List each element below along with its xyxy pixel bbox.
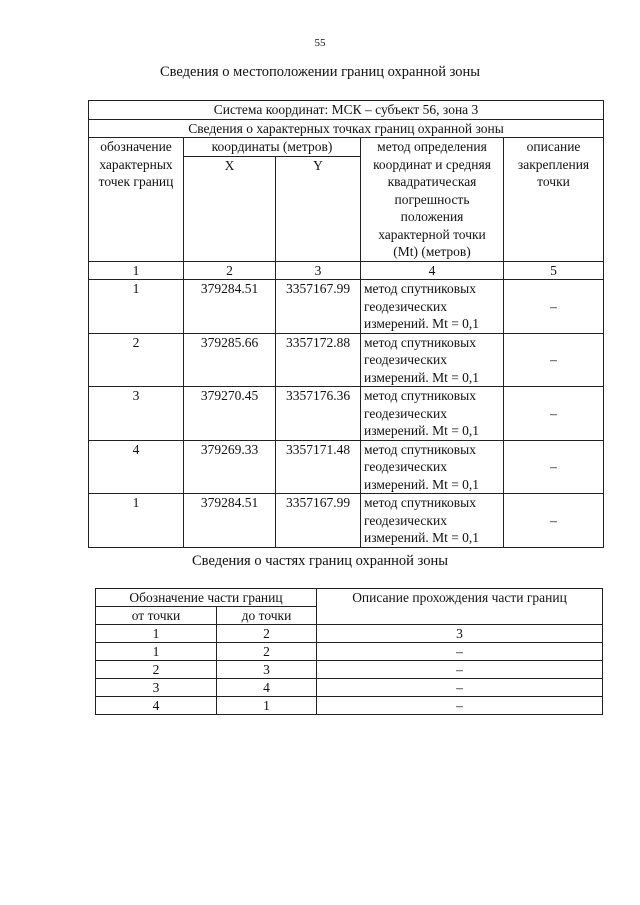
- fixing-cell: –: [504, 440, 604, 494]
- table-row: [89, 280, 604, 334]
- header-x: X: [184, 156, 276, 261]
- table-header-row: [89, 138, 604, 157]
- method-cell: метод спутниковых геодезических измерений. Mt = 0,1: [361, 387, 504, 441]
- column-number: 3: [317, 625, 603, 643]
- to-cell: 1: [217, 697, 317, 715]
- column-numbers-row: [96, 625, 603, 643]
- header-part-designation: Обозначение части границ: [96, 589, 317, 607]
- to-cell: 4: [217, 679, 317, 697]
- y-cell: 3357167.99: [276, 494, 361, 548]
- column-number: 1: [89, 261, 184, 280]
- header-fixing: описание закрепления точки: [504, 138, 604, 262]
- column-number: 2: [184, 261, 276, 280]
- fixing-cell: –: [504, 280, 604, 334]
- method-cell: метод спутниковых геодезических измерений. Mt = 0,1: [361, 440, 504, 494]
- y-cell: 3357172.88: [276, 333, 361, 387]
- section-title-location: Сведения о местоположении границ охранной зоны: [159, 64, 480, 80]
- table-row: [89, 494, 604, 548]
- description-cell: –: [317, 679, 603, 697]
- y-cell: 3357167.99: [276, 280, 361, 334]
- table-row: [89, 119, 604, 138]
- header-y: Y: [276, 156, 361, 261]
- point-cell: 2: [89, 333, 184, 387]
- from-cell: 1: [96, 643, 217, 661]
- column-numbers-row: [89, 261, 604, 280]
- point-cell: 4: [89, 440, 184, 494]
- to-cell: 2: [217, 643, 317, 661]
- to-cell: 3: [217, 661, 317, 679]
- description-cell: –: [317, 661, 603, 679]
- fixing-cell: –: [504, 333, 604, 387]
- description-cell: –: [317, 643, 603, 661]
- from-cell: 3: [96, 679, 217, 697]
- table-row: [89, 440, 604, 494]
- header-from-point: от точки: [96, 607, 217, 625]
- column-number: 4: [361, 261, 504, 280]
- fixing-cell: –: [504, 494, 604, 548]
- table-row: [96, 643, 603, 661]
- header-part-description: Описание прохождения части границ: [317, 589, 603, 625]
- table-row: [89, 333, 604, 387]
- table-row: [89, 101, 604, 120]
- table-row: [96, 679, 603, 697]
- header-designation: обозначение характерных точек границ: [89, 138, 184, 262]
- boundary-parts-table: [95, 588, 603, 715]
- from-cell: 2: [96, 661, 217, 679]
- fixing-cell: –: [504, 387, 604, 441]
- x-cell: 379284.51: [184, 494, 276, 548]
- header-coordinates: координаты (метров): [184, 138, 361, 157]
- section-title-parts: Сведения о частях границ охранной зоны: [192, 553, 448, 569]
- y-cell: 3357171.48: [276, 440, 361, 494]
- description-cell: –: [317, 697, 603, 715]
- column-number: 3: [276, 261, 361, 280]
- method-cell: метод спутниковых геодезических измерений. Mt = 0,1: [361, 280, 504, 334]
- column-number: 5: [504, 261, 604, 280]
- header-method: метод определения координат и средняя квадратическая погрешность положения характерной точки (Mt) (метров): [361, 138, 504, 262]
- y-cell: 3357176.36: [276, 387, 361, 441]
- point-cell: 1: [89, 280, 184, 334]
- header-to-point: до точки: [217, 607, 317, 625]
- method-cell: метод спутниковых геодезических измерений. Mt = 0,1: [361, 333, 504, 387]
- column-number: 2: [217, 625, 317, 643]
- method-cell: метод спутниковых геодезических измерений. Mt = 0,1: [361, 494, 504, 548]
- point-cell: 3: [89, 387, 184, 441]
- x-cell: 379270.45: [184, 387, 276, 441]
- table-row: [89, 387, 604, 441]
- table-row: [96, 661, 603, 679]
- from-cell: 4: [96, 697, 217, 715]
- table-subtitle-cell: Сведения о характерных точках границ охранной зоны: [89, 119, 604, 138]
- coordinate-system-cell: Система координат: МСК – субъект 56, зона 3: [89, 101, 604, 120]
- point-cell: 1: [89, 494, 184, 548]
- x-cell: 379284.51: [184, 280, 276, 334]
- boundary-points-table: [88, 100, 604, 548]
- x-cell: 379269.33: [184, 440, 276, 494]
- page-number: 55: [314, 37, 326, 49]
- x-cell: 379285.66: [184, 333, 276, 387]
- table-row: [96, 697, 603, 715]
- table-header-row: [96, 589, 603, 607]
- column-number: 1: [96, 625, 217, 643]
